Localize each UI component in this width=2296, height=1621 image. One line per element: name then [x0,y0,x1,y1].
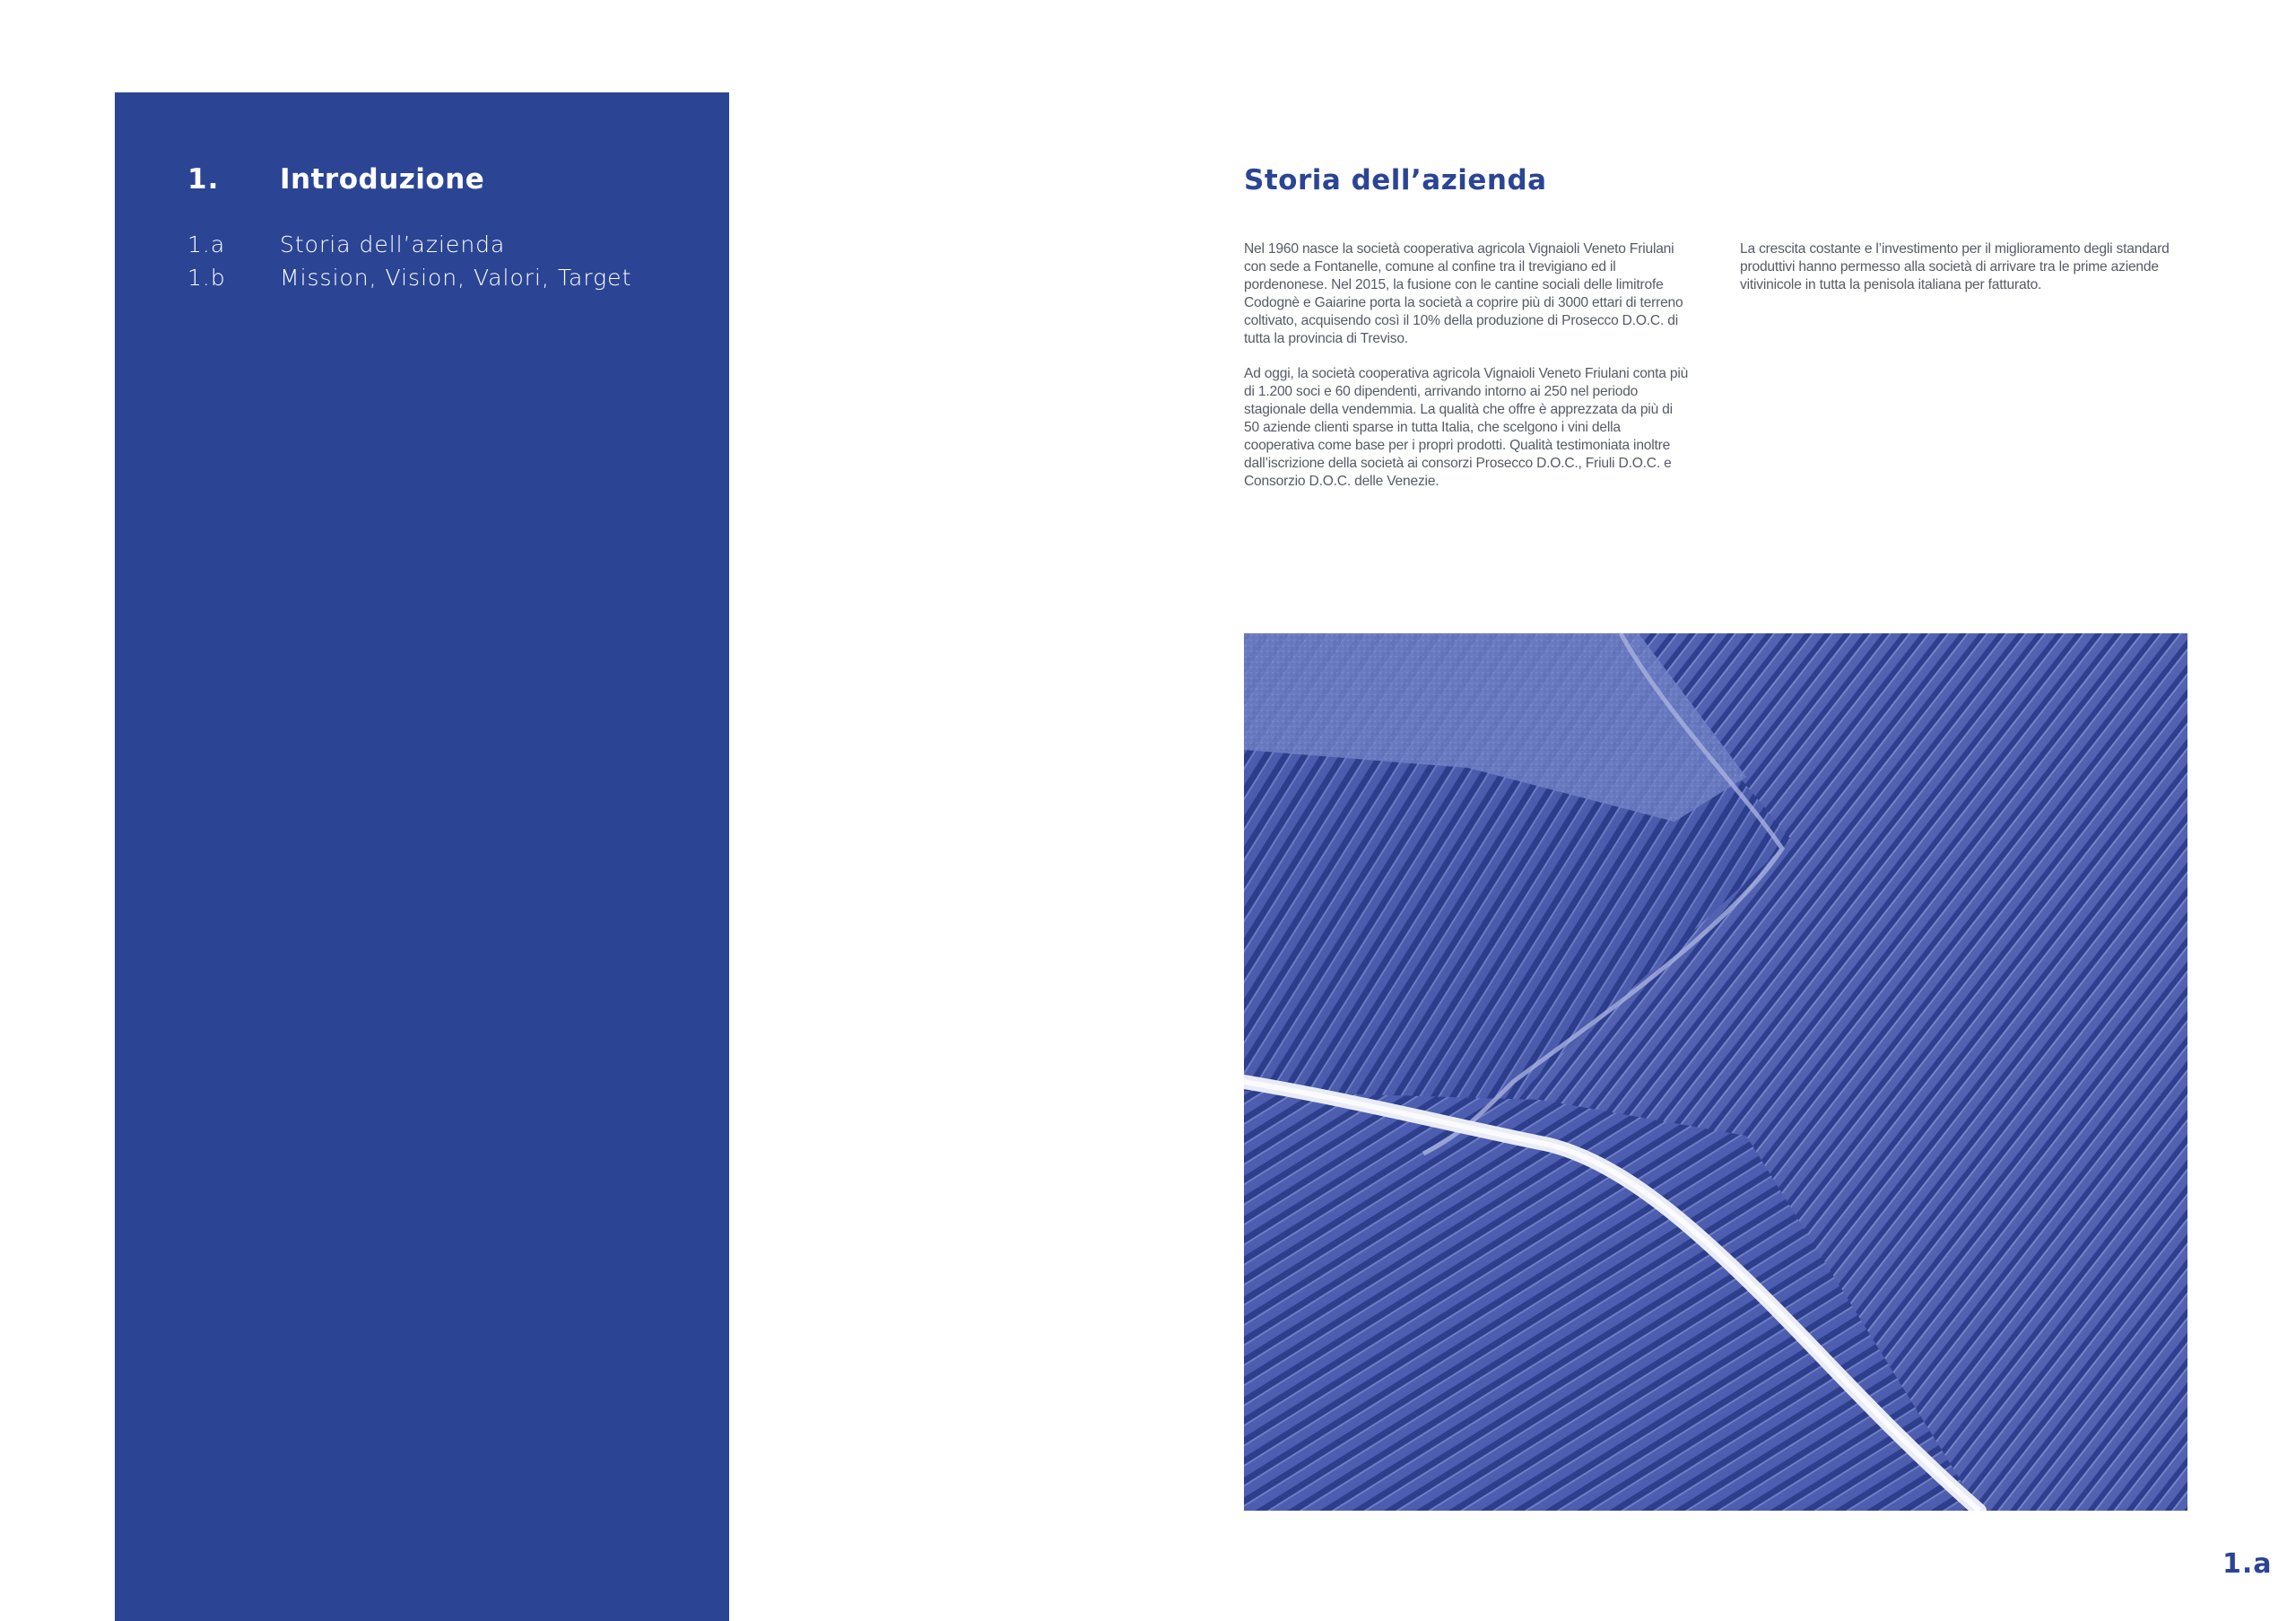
toc-item-mission[interactable] [187,265,708,298]
vineyard-illustration [1244,633,2187,1511]
paragraph: Nel 1960 nasce la società cooperativa agricola Vignaioli Veneto Friulani con sede a Fontanelle, comune al confine tra il trevigiano ed il pordenonese. Nel 2015, la fusione con le cantine sociali delle limitrofe Codognè e Gaiarine porta la società a coprire più di 3000 ettari di terreno coltivato, acquisendo così il 10% della produzione di Prosecco D.O.C. di tutta la provincia di Treviso. [1244,241,1683,346]
body-column-right [1740,240,2188,311]
page-marker: 1.a [2222,1548,2273,1580]
table-of-contents [187,231,708,298]
chapter-number: 1. [187,163,220,196]
paragraph: Ad oggi, la società cooperativa agricola Vignaioli Veneto Friulani conta più di 1.200 soci e 60 dipendenti, arrivando intorno ai 250 nel periodo stagionale della vendemmia. La qualità che offre è apprezzata da più di 50 aziende clienti sparse in tutta Italia, che scelgono i vini della cooperativa come base per i propri prodotti. Qualità testimoniata inoltre dall’iscrizione della società ai consorzi Prosecco D.O.C., Friuli D.O.C. e Consorzio D.O.C. delle Venezie. [1244,366,1689,489]
toc-item-label: Mission, Vision, Valori, Target [280,265,632,291]
aerial-vineyard-photo [1244,633,2187,1511]
toc-item-number: 1.b [187,265,226,291]
toc-item-storia[interactable] [187,231,708,265]
section-title: Storia dell’azienda [1244,164,1547,196]
chapter-title: Introduzione [280,163,485,196]
toc-item-label: Storia dell’azienda [280,231,506,257]
body-column-left [1244,240,1691,508]
paragraph: La crescita costante e l’investimento per il miglioramento degli standard produttivi hanno permesso alla società di arrivare tra le prime aziende vitivinicole in tutta la penisola italiana per fatturato. [1740,241,2170,292]
sidebar-panel [115,92,729,1621]
toc-item-number: 1.a [187,231,226,257]
